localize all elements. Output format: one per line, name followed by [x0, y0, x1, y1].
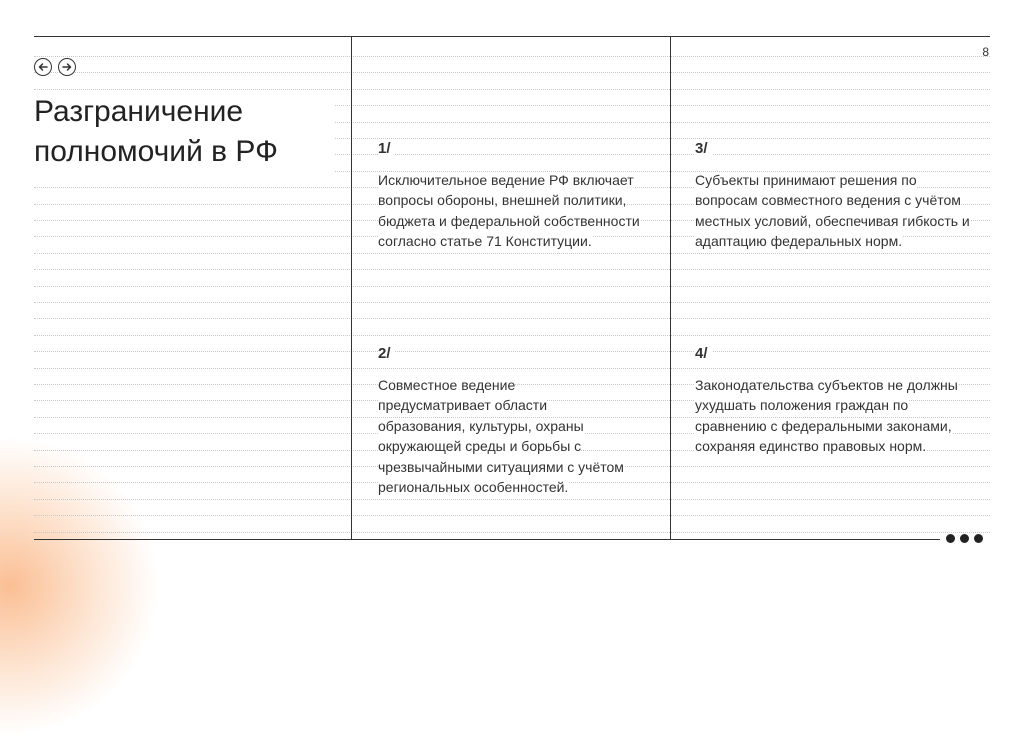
card-text: Субъекты принимают решения по вопросам совместного ведения с учётом местных условий, обеспечивая гибкость и адаптацию федеральных норм.	[695, 172, 970, 250]
column-divider-2	[670, 37, 671, 540]
more-options-button[interactable]	[946, 534, 983, 543]
card-number: 3/	[695, 140, 712, 157]
slide-navigation	[34, 58, 76, 76]
top-rule	[34, 36, 990, 37]
ruled-line	[34, 515, 990, 516]
bottom-rule	[34, 539, 940, 540]
ruled-line	[34, 286, 990, 287]
card-text: Совместное ведение предусматривает области образования, культуры, охраны окружающей среды и борьбы с чрезвычайными ситуациями с учётом региональных особенностей.	[378, 377, 624, 496]
ruled-line	[34, 56, 990, 57]
dot-icon	[960, 534, 969, 543]
dot-icon	[946, 534, 955, 543]
ruled-line	[34, 269, 990, 270]
card-4	[695, 345, 975, 457]
dot-icon	[974, 534, 983, 543]
card-number: 4/	[695, 345, 712, 362]
card-number: 1/	[378, 140, 395, 157]
arrow-right-icon	[61, 61, 73, 73]
slide-title: Разграничение полномочий в РФ	[34, 92, 334, 172]
card-3	[695, 140, 975, 252]
page-number: 8	[982, 45, 989, 59]
ruled-line	[34, 72, 990, 73]
ruled-line	[34, 532, 990, 533]
ruled-line	[34, 499, 990, 500]
forward-button[interactable]	[58, 58, 76, 76]
ruled-line	[34, 318, 990, 319]
ruled-line	[34, 335, 990, 336]
ruled-line	[34, 89, 990, 90]
card-2	[378, 345, 658, 497]
back-button[interactable]	[34, 58, 52, 76]
card-1	[378, 140, 658, 252]
ruled-line	[34, 302, 990, 303]
card-number: 2/	[378, 345, 395, 362]
ruled-line	[34, 253, 990, 254]
decorative-glow	[0, 436, 160, 736]
card-text: Законодательства субъектов не должны ухудшать положения граждан по сравнению с федеральными законами, сохраняя единство правовых норм.	[695, 377, 958, 455]
column-divider-1	[351, 37, 352, 540]
arrow-left-icon	[37, 61, 49, 73]
card-text: Исключительное ведение РФ включает вопросы обороны, внешней политики, бюджета и федеральной собственности согласно статье 71 Конституции.	[378, 172, 640, 250]
